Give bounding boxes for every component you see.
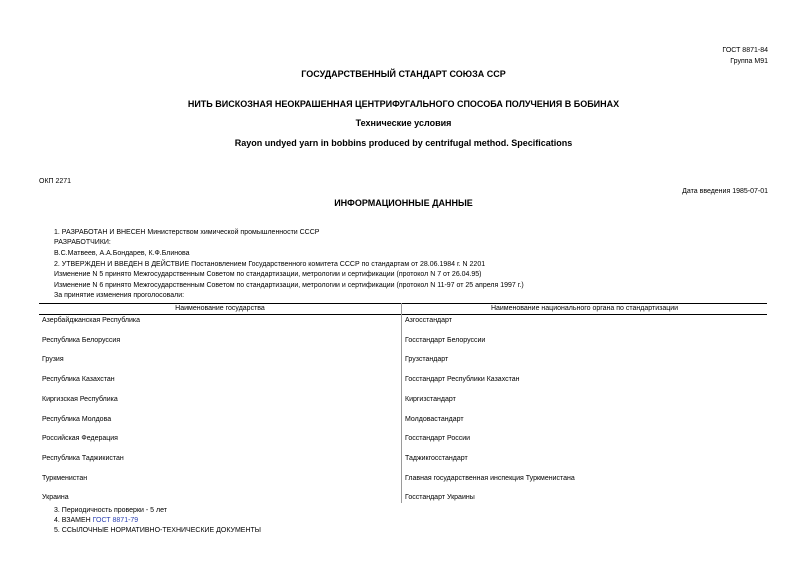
document-group: Группа М91 bbox=[730, 58, 768, 65]
section-title: ИНФОРМАЦИОННЫЕ ДАННЫЕ bbox=[334, 198, 473, 208]
okp-code: ОКП 2271 bbox=[39, 178, 72, 185]
document-title: НИТЬ ВИСКОЗНАЯ НЕОКРАШЕННАЯ ЦЕНТРИФУГАЛЬНОГО СПОСОБА ПОЛУЧЕНИЯ В БОБИНАХ bbox=[187, 99, 620, 109]
replaces-label: 4. ВЗАМЕН bbox=[54, 517, 91, 524]
table-top-border bbox=[39, 303, 767, 304]
table-cell-state: Украина bbox=[42, 494, 69, 501]
table-cell-state: Азербайджанская Республика bbox=[42, 317, 141, 324]
table-header-state: Наименование государства bbox=[175, 305, 265, 312]
table-cell-body: Госстандарт России bbox=[405, 435, 471, 442]
change-5: Изменение N 5 принято Межгосударственным Советом по стандартизации, метрологии и сертификации (протокол N 7 от 26.04.95) bbox=[54, 271, 482, 278]
table-column-divider bbox=[401, 303, 402, 503]
table-header-body: Наименование национального органа по стандартизации bbox=[490, 305, 679, 312]
table-header-border bbox=[39, 314, 767, 315]
document-subtitle: Технические условия bbox=[355, 118, 452, 128]
table-cell-body: Госстандарт Украины bbox=[405, 494, 475, 501]
table-cell-state: Российская Федерация bbox=[42, 435, 118, 442]
table-cell-state: Киргизская Республика bbox=[42, 396, 118, 403]
table-cell-body: Таджикгосстандарт bbox=[405, 455, 468, 462]
table-cell-body: Азгосстандарт bbox=[405, 317, 452, 324]
info-item-2: 2. УТВЕРЖДЕН И ВВЕДЕН В ДЕЙСТВИЕ Постановлением Государственного комитета СССР по стандартам от 28.06.1984 г. N 2201 bbox=[54, 261, 486, 268]
gost-8871-79-link[interactable]: ГОСТ 8871-79 bbox=[92, 517, 139, 524]
table-cell-state: Грузия bbox=[42, 356, 64, 363]
developers-list: В.С.Матвеев, А.А.Бондарев, К.Ф.Блинова bbox=[54, 250, 190, 257]
info-item-5: 5. ССЫЛОЧНЫЕ НОРМАТИВНО-ТЕХНИЧЕСКИЕ ДОКУМЕНТЫ bbox=[54, 527, 261, 534]
introduction-date: Дата введения 1985-07-01 bbox=[682, 188, 768, 195]
table-cell-state: Республика Таджикистан bbox=[42, 455, 124, 462]
table-cell-state: Туркменистан bbox=[42, 475, 88, 482]
developers-label: РАЗРАБОТЧИКИ: bbox=[54, 239, 111, 246]
table-cell-body: Госстандарт Белоруссии bbox=[405, 337, 486, 344]
change-6: Изменение N 6 принято Межгосударственным Советом по стандартизации, метрологии и сертификации (протокол N 11-97 от 25 апреля 1997 г.) bbox=[54, 282, 524, 289]
voted-label: За принятие изменения проголосовали: bbox=[54, 292, 185, 299]
table-cell-body: Киргизстандарт bbox=[405, 396, 456, 403]
document-title-english: Rayon undyed yarn in bobbins produced by centrifugal method. Specifications bbox=[234, 138, 573, 148]
table-cell-body: Госстандарт Республики Казахстан bbox=[405, 376, 520, 383]
table-cell-body: Молдовастандарт bbox=[405, 416, 464, 423]
info-item-1: 1. РАЗРАБОТАН И ВНЕСЕН Министерством химической промышленности СССР bbox=[54, 229, 320, 236]
table-cell-body: Грузстандарт bbox=[405, 356, 449, 363]
document-code: ГОСТ 8871-84 bbox=[722, 47, 768, 54]
table-cell-state: Республика Белоруссия bbox=[42, 337, 121, 344]
table-cell-body: Главная государственная инспекция Туркменистана bbox=[405, 475, 575, 482]
info-item-4 bbox=[54, 517, 138, 524]
table-cell-state: Республика Казахстан bbox=[42, 376, 115, 383]
table-cell-state: Республика Молдова bbox=[42, 416, 112, 423]
issuing-organization: ГОСУДАРСТВЕННЫЙ СТАНДАРТ СОЮЗА ССР bbox=[301, 69, 506, 79]
info-item-3: 3. Периодичность проверки - 5 лет bbox=[54, 507, 167, 514]
